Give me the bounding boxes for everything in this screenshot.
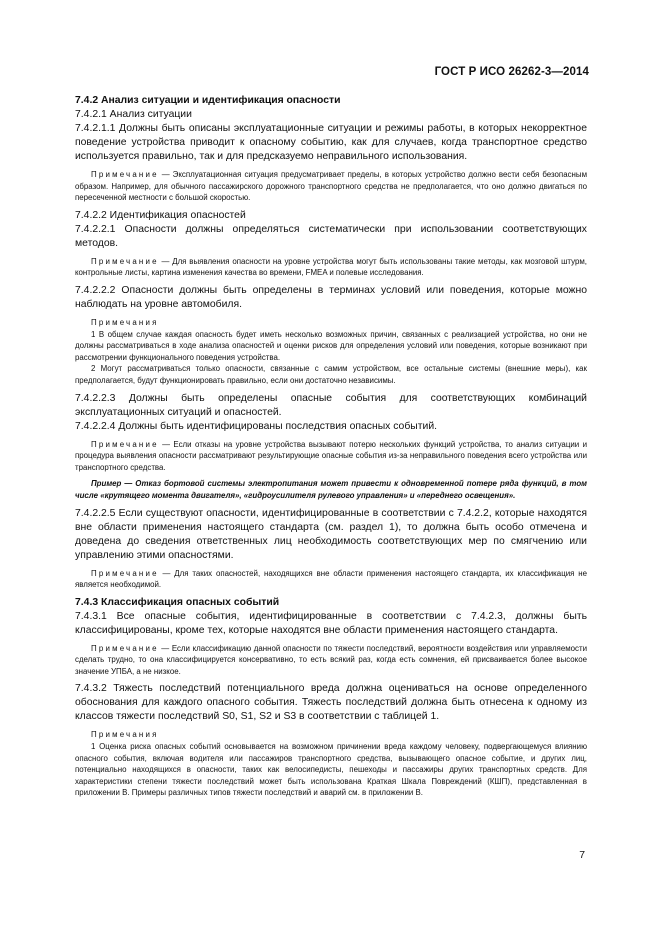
paragraph-7-4-2-2-4: 7.4.2.2.4 Должны быть идентифицированы последствия опасных событий. [75,420,438,432]
paragraph-7-4-2-2-2: 7.4.2.2.2 Опасности должны быть определены в терминах условий или поведения, которые можно наблюдать на уровне автомобиля. [75,284,587,310]
standard-header: ГОСТ Р ИСО 26262-3—2014 [434,66,589,78]
note-label: Примечание [91,256,159,266]
note-3-2: 2 Могут рассматриваться только опасности, связанные с самим устройством, все остальные системы (внешние меры), как предполагается, будут функционировать правильно, если они достаточно независимы. [75,364,587,385]
note-label: Примечание [91,568,159,578]
note-text: — Эксплуатационная ситуация предусматривает пределы, в которых устройство должно вести себя безопасным образом. Например, для обычного пассажирского дорожного транспортного средства не предполагается, что оно должно двигаться по пересеченной местности с большой скоростью. [75,170,587,203]
notes-heading: Примечания [91,730,159,740]
paragraph-7-4-2-2-3: 7.4.2.2.3 Должны быть определены опасные события для соответствующих комбинаций эксплуатационных ситуаций и опасностей. [75,392,587,418]
note-text: — Если классификацию данной опасности по тяжести последствий, вероятности воздействия или управляемости сделать трудно, то она классифицируется консервативно, то есть всякий раз, когда есть сомнения, ей присваивается более высокое значение УПБА, а не низкое. [75,643,587,676]
note-7-1: 1 Оценка риска опасных событий основывается на возможном причинении вреда каждому человеку, подвергающемуся влиянию опасного события, включая водителя или пассажиров транспортного средства, вызывающего опасное событие, и других лиц, потенциально находящихся в опасности, таких как велосипедисты, пешеходы и пассажиры других транспортных средств. Для характеристики степени тяжести последствий может быть использована Краткая Шкала Повреждений (КШП), представленная в приложении В. Примеры различных типов тяжести последствий и аварий см. в приложении В. [75,742,587,798]
note-text: — Для таких опасностей, находящихся вне области применения настоящего стандарта, их классификация не является необходимой. [75,568,587,590]
note-label: Примечание [91,439,159,449]
note-label: Примечание [91,170,159,179]
note-6 [75,643,587,678]
page-content [75,94,587,799]
note-text: — Для выявления опасности на уровне устройства могут быть использованы такие методы, как мозговой штурм, контрольные листы, картина изменения качества во времени, FMEA и полевые исследования. [75,256,587,278]
paragraph-7-4-3-1: 7.4.3.1 Все опасные события, идентифицированные в соответствии с 7.4.2.3, должны быть классифицированы, кроме тех, которые находятся вне области применения настоящего стандарта. [75,610,587,636]
notes-heading: Примечания [91,317,159,327]
paragraph-7-4-2-1-1: 7.4.2.1.1 Должны быть описаны эксплуатационные ситуации и режимы работы, в которых некорректное поведение устройства приводит к опасному событию, как для случаев, когда транспортное средство используется правильно, так и для предсказуемо неправильного использования. [75,123,587,162]
note-2 [75,256,587,279]
note-text: — Если отказы на уровне устройства вызывают потерю нескольких функций устройства, то анализ ситуации и процедура выявления опасности рассматривают результирующие опасные события из-за неправильного поведения всего устройства или транспортного средства. [75,439,587,472]
subsection-7-4-2-2: 7.4.2.2 Идентификация опасностей [75,209,246,221]
note-label: Примечание [91,643,159,653]
subsection-7-4-2-1: 7.4.2.1 Анализ ситуации [75,109,192,120]
paragraph-7-4-3-2: 7.4.3.2 Тяжесть последствий потенциального вреда должна оцениваться на основе определенного обоснования для каждого опасного события. Тяжесть последствий должна быть отнесена к одному из классов тяжести последствий S0, S1, S2 и S3 в соответствии с таблицей 1. [75,683,587,723]
page-number: 7 [579,850,585,861]
paragraph-7-4-2-2-5: 7.4.2.2.5 Если существуют опасности, идентифицированные в соответствии с 7.4.2.2, которые находятся вне области применения настоящего стандарта (см. раздел 1), то должна быть особо отмечена и доведена до сведения ответственных лиц необходимость соответствующих мер по смягчению или управлению этими опасностями. [75,507,587,561]
note-3-1: 1 В общем случае каждая опасность будет иметь несколько возможных причин, связанных с реализацией устройства, но они не должны рассматриваться в ходе анализа опасностей и оценки рисков для определения условий или поведения, которые возникают при рассмотрении функционального поведения устройства. [75,329,587,362]
note-5 [75,568,587,591]
example: Пример — Отказ бортовой системы электропитания может привести к одновременной потере ряда функций, в том числе «крутящего момента двигателя», «гидроусилителя рулевого управления» и «переднего освещения». [75,479,587,500]
note-4 [75,439,587,474]
paragraph-7-4-2-2-1: 7.4.2.2.1 Опасности должны определяться систематически при использовании соответствующих методов. [75,223,587,249]
note-1 [75,169,587,204]
section-title-7-4-3: 7.4.3 Классификация опасных событий [75,596,280,608]
section-title-7-4-2: 7.4.2 Анализ ситуации и идентификация опасности [75,95,341,106]
